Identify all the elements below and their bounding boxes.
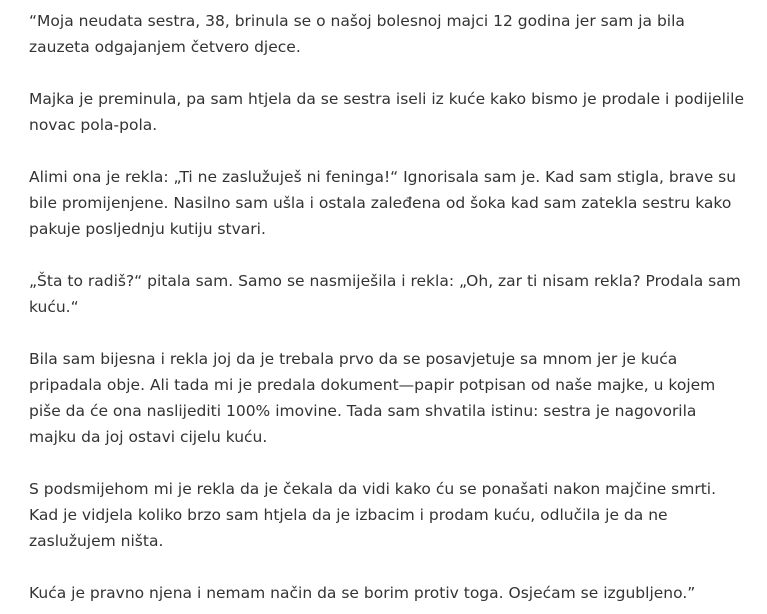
paragraph-7: Kuća je pravno njena i nemam način da se borim protiv toga. Osjećam se izgubljeno.” [29, 584, 696, 602]
paragraph-1: “Moja neudata sestra, 38, brinula se o našoj bolesnoj majci 12 godina jer sam ja bila zauzeta odgajanjem četvero djece. [29, 12, 685, 56]
paragraph-4: „Šta to radiš?“ pitala sam. Samo se nasmiješila i rekla: „Oh, zar ti nisam rekla? Prodala sam kuću.“ [29, 272, 741, 316]
paragraph-5: Bila sam bijesna i rekla joj da je trebala prvo da se posavjetuje sa mnom jer je kuća pripadala obje. Ali tada mi je predala dokument—papir potpisan od naše majke, u kojem piše da će ona naslijediti 100% imovine. Tada sam shvatila istinu: sestra je nagovorila majku da joj ostavi cijelu kuću. [29, 350, 716, 446]
paragraph-6: S podsmijehom mi je rekla da je čekala da vidi kako ću se ponašati nakon majčine smrti. Kad je vidjela koliko brzo sam htjela da je izbacim i prodam kuću, odlučila je da ne zaslužujem ništa. [29, 480, 717, 550]
paragraph-2: Majka je preminula, pa sam htjela da se sestra iseli iz kuće kako bismo je prodale i podijelile novac pola-pola. [29, 90, 745, 134]
paragraph-3: Alimi ona je rekla: „Ti ne zaslužuješ ni feninga!“ Ignorisala sam je. Kad sam stigla, brave su bile promijenjene. Nasilno sam ušla i ostala zaleđena od šoka kad sam zatekla sestru kako pakuje posljednju kutiju stvari. [29, 168, 737, 238]
